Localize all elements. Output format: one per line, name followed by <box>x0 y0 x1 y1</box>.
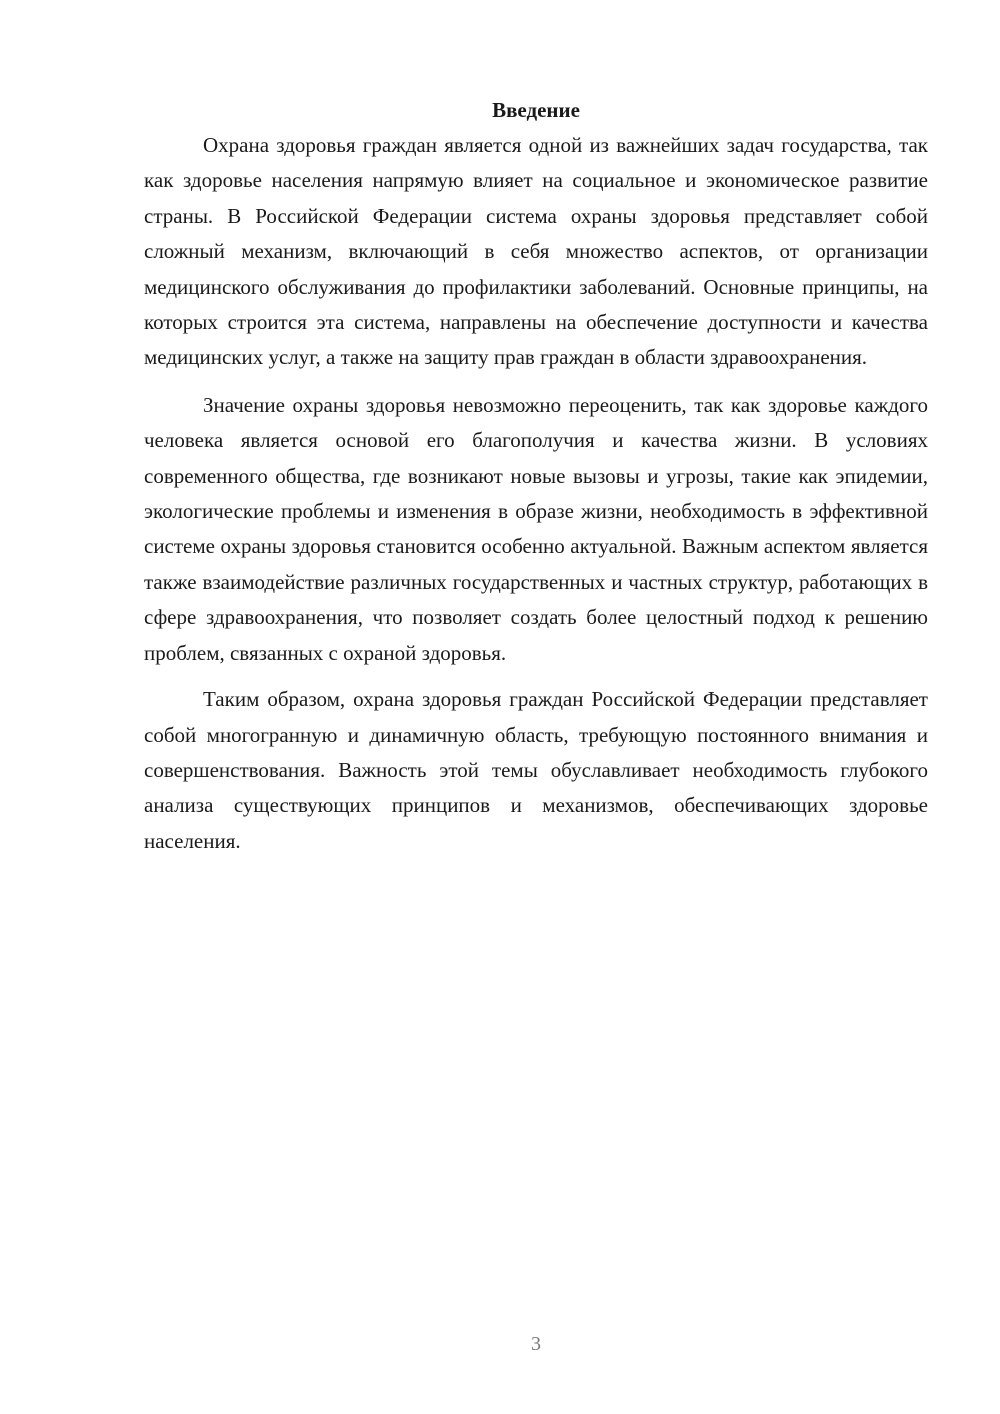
page-content <box>144 93 928 859</box>
page-number: 3 <box>531 1333 541 1355</box>
paragraph-2: Значение охраны здоровья невозможно переоценить, так как здоровье каждого человека является основой его благополучия и качества жизни. В условиях современного общества, где возникают новые вызовы и угрозы, такие как эпидемии, экологические проблемы и изменения в образе жизни, необходимость в эффективной системе охраны здоровья становится особенно актуальной. Важным аспектом является также взаимодействие различных государственных и частных структур, работающих в сфере здравоохранения, что позволяет создать более целостный подход к решению проблем, связанных с охраной здоровья. <box>144 392 928 665</box>
paragraph-3: Таким образом, охрана здоровья граждан Российской Федерации представляет собой многогранную и динамичную область, требующую постоянного внимания и совершенствования. Важность этой темы обуславливает необходимость глубокого анализа существующих принципов и механизмов, обеспечивающих здоровье населения. <box>144 687 928 853</box>
section-title: Введение <box>492 98 580 122</box>
paragraph-1: Охрана здоровья граждан является одной из важнейших задач государства, так как здоровье населения напрямую влияет на социальное и экономическое развитие страны. В Российской Федерации система охраны здоровья представляет собой сложный механизм, включающий в себя множество аспектов, от организации медицинского обслуживания до профилактики заболеваний. Основные принципы, на которых строится эта система, направлены на обеспечение доступности и качества медицинских услуг, а также на защиту прав граждан в области здравоохранения. <box>144 133 928 370</box>
